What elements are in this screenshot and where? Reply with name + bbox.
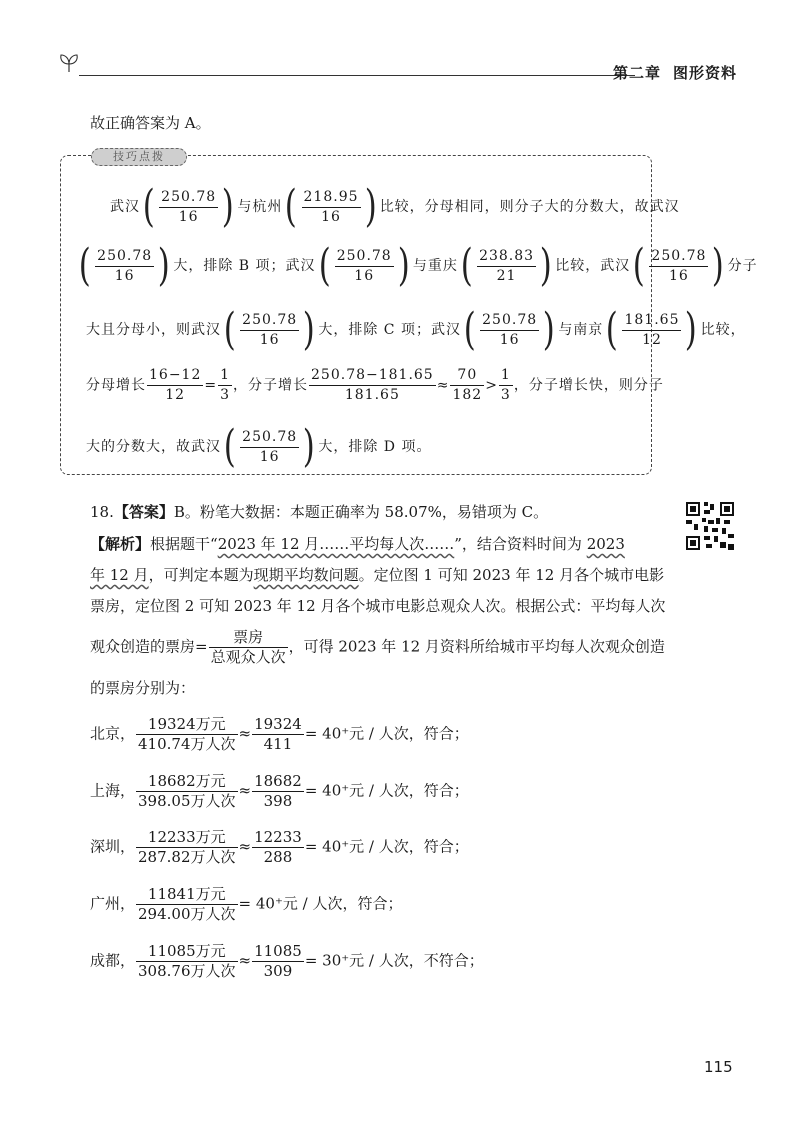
denominator: 398 (263, 792, 293, 810)
paren-left: ( (606, 304, 619, 355)
city-result: = 40⁺元 / 人次，符合； (304, 781, 469, 800)
denominator: 288 (263, 848, 293, 866)
denominator: 294.00万人次 (138, 905, 236, 923)
tip-text: 大，排除 B 项；武汉 (173, 258, 316, 274)
numerator: 19324万元 (136, 715, 238, 735)
numerator: 250.78 (159, 188, 218, 208)
paren-left: ( (632, 240, 646, 291)
numerator: 11085 (254, 942, 302, 960)
tip-text: 比较， (700, 322, 746, 338)
fraction (159, 188, 218, 227)
numerator: 250.78 (335, 247, 394, 267)
city-name: 广州， (90, 894, 136, 913)
paren-left: ( (318, 240, 331, 291)
tip-text: 大，排除 C 项；武汉 (318, 322, 461, 338)
tip-line-1 (110, 181, 680, 232)
fraction (136, 828, 238, 867)
fraction (136, 885, 238, 924)
analysis-text: ，可得 2023 年 12 月资料所给城市平均每人次观众创造 (288, 637, 665, 656)
paren-left: ( (142, 181, 156, 232)
approx-sign: ≈ (238, 837, 252, 856)
city-name: 成都， (90, 951, 136, 970)
fraction (95, 247, 154, 286)
denominator: 287.82万人次 (138, 848, 236, 866)
analysis-keyword: 现期平均数问题 (253, 566, 359, 584)
city-name: 深圳， (90, 837, 136, 856)
greater-sign: > (485, 377, 498, 394)
tip-text: 大且分母小，则武汉 (86, 322, 221, 338)
numerator: 1 (499, 366, 513, 386)
tip-line-5 (86, 421, 432, 472)
chapter-number: 第二章 (612, 64, 661, 82)
chapter-section: 图形资料 (672, 64, 737, 82)
fraction (649, 247, 708, 286)
analysis-label: 【解析】 (90, 535, 151, 553)
numerator: 11841万元 (136, 885, 238, 905)
denominator: 12 (165, 387, 186, 403)
city-result: = 40⁺元 / 人次，符合； (304, 837, 469, 856)
fraction (450, 366, 484, 405)
paren-right: ) (302, 304, 316, 355)
analysis-text: ，可判定本题为 (148, 566, 254, 584)
qr-code-icon (684, 500, 736, 552)
numerator: 12233 (254, 828, 302, 846)
paren-left: ( (460, 240, 474, 291)
tip-text: ，分子增长快，则分子 (513, 377, 664, 394)
tip-text: 大，排除 D 项。 (318, 439, 432, 455)
numerator: 70 (450, 366, 484, 386)
tip-line-3 (86, 304, 746, 355)
numerator: 18682 (254, 772, 302, 790)
fraction (136, 715, 238, 754)
fraction (147, 366, 203, 405)
header-rule (79, 75, 635, 76)
denominator: 16 (178, 208, 199, 225)
analysis-keyword: 年 12 月 (90, 566, 149, 584)
denominator: 308.76万人次 (138, 962, 236, 980)
denominator: 16 (668, 267, 689, 284)
denominator: 16 (259, 448, 280, 465)
denominator: 21 (496, 267, 517, 284)
city-result: = 40⁺元 / 人次，符合； (238, 894, 403, 913)
analysis-text: 观众创造的票房= (90, 637, 208, 656)
numerator: 238.83 (477, 247, 536, 267)
denominator: 398.05万人次 (138, 792, 236, 810)
fraction (240, 428, 299, 467)
numerator: 16−12 (147, 366, 203, 386)
tip-text: 比较，武汉 (555, 258, 631, 274)
denominator: 16 (114, 267, 135, 284)
analysis-line-2 (90, 563, 664, 587)
paren-left: ( (223, 304, 237, 355)
answer-text: B。粉笔大数据：本题正确率为 58.07%，易错项为 C。 (173, 503, 549, 521)
numerator: 18682万元 (136, 772, 238, 792)
analysis-line-4 (90, 628, 665, 667)
city-calc-row (90, 772, 469, 811)
numerator: 250.78−181.65 (309, 366, 436, 386)
fraction (240, 311, 299, 350)
tip-text: 与杭州 (237, 199, 283, 215)
denominator: 410.74万人次 (138, 735, 236, 753)
fraction (302, 188, 361, 227)
city-name: 上海， (90, 781, 136, 800)
fraction (252, 772, 304, 811)
tip-text: 分母增长 (86, 377, 146, 394)
city-calc-row (90, 942, 484, 981)
fraction (136, 772, 238, 811)
numerator: 181.65 (622, 311, 681, 331)
tip-text: 与重庆 (412, 258, 458, 274)
city-calc-row (90, 715, 469, 754)
paren-right: ) (302, 421, 316, 472)
tip-text: ，分子增长 (233, 377, 309, 394)
paren-right: ) (539, 240, 553, 291)
fraction (309, 366, 436, 405)
equals-sign: = (204, 377, 218, 394)
page-number: 115 (704, 1058, 733, 1076)
tip-text: 与南京 (558, 322, 604, 338)
approx-sign: ≈ (238, 781, 252, 800)
fraction (218, 366, 232, 405)
analysis-text: ”，结合资料时间为 (454, 535, 587, 553)
analysis-keyword: 2023 年 12 月……平均每人次…… (217, 535, 455, 553)
denominator: 181.65 (344, 387, 400, 403)
chapter-title (601, 62, 737, 83)
page-header (55, 48, 745, 88)
paren-right: ) (397, 240, 411, 291)
fraction (335, 247, 394, 286)
tip-line-2 (76, 240, 758, 291)
intro-answer: 故正确答案为 A。 (90, 114, 211, 132)
analysis-line-1 (90, 532, 625, 556)
analysis-text: 根据题干“ (150, 535, 218, 553)
denominator: 总观众人次 (210, 648, 286, 666)
paren-left: ( (463, 304, 477, 355)
answer-label: 【答案】 (113, 503, 174, 521)
paren-left: ( (78, 240, 92, 291)
paren-right: ) (712, 240, 725, 291)
paren-right: ) (221, 181, 235, 232)
city-result: = 30⁺元 / 人次，不符合； (304, 951, 484, 970)
tip-line-4 (86, 366, 664, 405)
analysis-text: 。定位图 1 可知 2023 年 12 月各个城市电影 (358, 566, 665, 584)
formula-fraction (209, 628, 288, 667)
city-result: = 40⁺元 / 人次，符合； (304, 724, 469, 743)
numerator: 1 (218, 366, 232, 386)
fraction (499, 366, 513, 405)
fraction (477, 247, 536, 286)
denominator: 411 (263, 735, 293, 753)
denominator: 3 (220, 387, 231, 403)
denominator: 3 (500, 387, 511, 403)
numerator: 250.78 (480, 311, 539, 331)
question-number: 18. (90, 503, 114, 521)
denominator: 16 (499, 331, 520, 348)
numerator: 250.78 (240, 428, 299, 448)
numerator: 250.78 (649, 247, 708, 267)
analysis-keyword: 2023 (586, 535, 625, 553)
denominator: 16 (321, 208, 341, 225)
approx-sign: ≈ (238, 951, 252, 970)
fraction (480, 311, 539, 350)
approx-sign: ≈ (238, 724, 252, 743)
numerator: 250.78 (240, 311, 299, 331)
sprout-icon (57, 52, 81, 74)
denominator: 309 (263, 962, 293, 980)
numerator: 218.95 (302, 188, 361, 208)
fraction (622, 311, 681, 350)
city-calc-row (90, 828, 469, 867)
tip-text: 武汉 (110, 199, 140, 215)
numerator: 250.78 (95, 247, 154, 267)
tip-text: 比较，分母相同，则分子大的分数大，故武汉 (379, 199, 680, 215)
paren-right: ) (364, 181, 377, 232)
tip-text: 分子 (727, 258, 758, 274)
numerator: 12233万元 (136, 828, 238, 848)
approx-sign: ≈ (436, 377, 450, 394)
fraction (252, 715, 304, 754)
tip-badge: 技巧点拨 (91, 148, 187, 166)
numerator: 19324 (254, 715, 302, 733)
denominator: 16 (259, 331, 280, 348)
denominator: 182 (452, 387, 483, 403)
q18-answer-line (90, 500, 548, 524)
fraction (252, 828, 304, 867)
fraction (252, 942, 304, 981)
paren-right: ) (542, 304, 556, 355)
paren-right: ) (685, 304, 698, 355)
analysis-line-3: 票房，定位图 2 可知 2023 年 12 月各个城市电影总观众人次。根据公式：平均每人次 (90, 597, 666, 615)
paren-left: ( (285, 181, 298, 232)
fraction (136, 942, 238, 981)
numerator: 11085万元 (136, 942, 238, 962)
paren-right: ) (157, 240, 171, 291)
denominator: 12 (642, 331, 662, 348)
numerator: 票房 (209, 628, 288, 648)
analysis-line-5: 的票房分别为： (90, 679, 196, 697)
city-calc-row (90, 885, 402, 924)
city-name: 北京， (90, 724, 136, 743)
paren-left: ( (223, 421, 237, 472)
denominator: 16 (354, 267, 375, 284)
tip-text: 大的分数大，故武汉 (86, 439, 221, 455)
